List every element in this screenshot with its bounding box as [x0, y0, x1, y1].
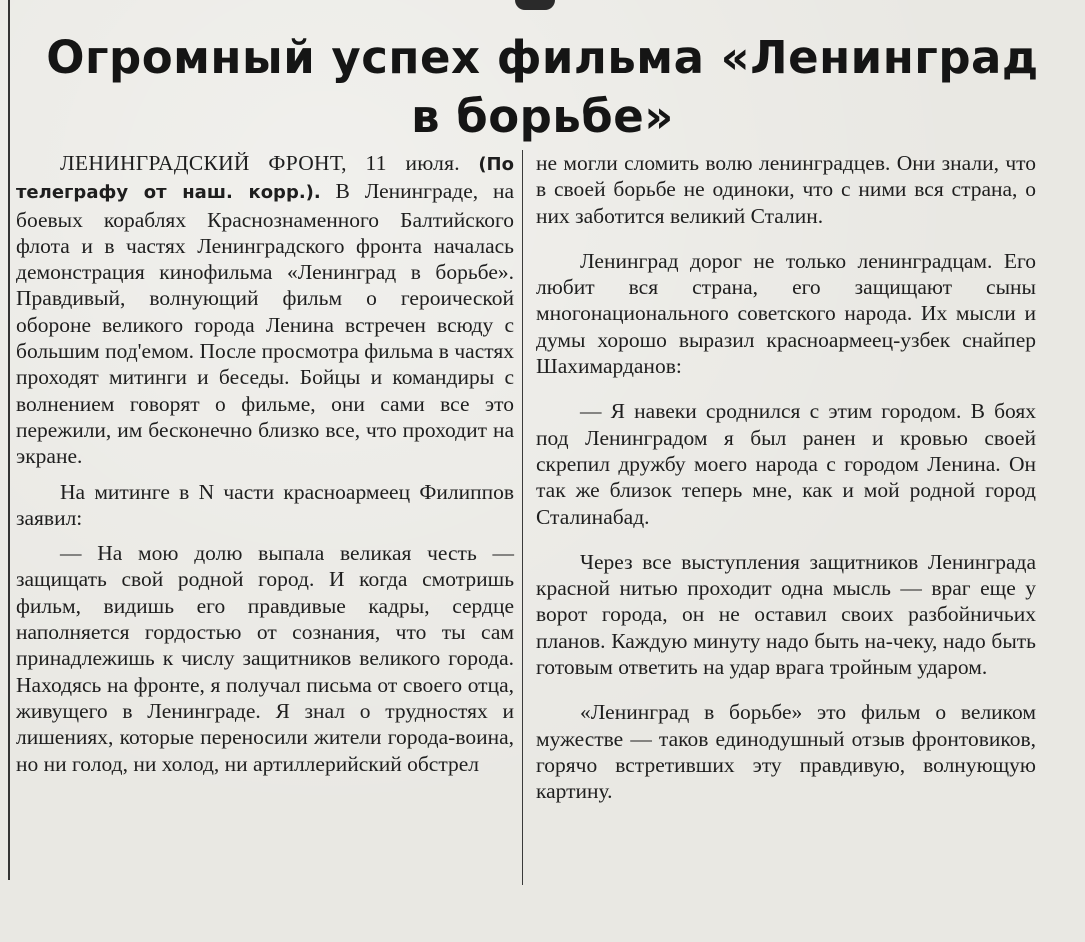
decorative-mark [515, 0, 555, 10]
column-divider [522, 150, 523, 885]
dateline: ЛЕНИНГРАДСКИЙ ФРОНТ, 11 июля. [60, 151, 460, 175]
article-paragraph: На митинге в N части красноармеец Филиппов заявил: [16, 479, 514, 530]
article-column-left [16, 150, 514, 777]
article-paragraph: — Я навеки сроднился с этим городом. В боях под Ленинградом я был ранен и кровью своей скрепил дружбу моего народа с городом Ленина. Он так же близок теперь мне, как и мой родной город Сталинабад. [536, 399, 1036, 529]
paragraph-text: В Ленинграде, на боевых кораблях Краснознаменного Балтийского флота и в частях Ленинградского фронта началась демонстрация кинофильма «Ленинград в борьбе». Правдивый, волнующий фильм о героической обороне великого города Ленина встречен всюду с большим под'емом. После просмотра фильма в частях проходят митинги и беседы. Бойцы и командиры с волнением говорят о фильме, они сами все это пережили, им бесконечно близко все, что проходит на экране. [16, 179, 515, 469]
article-column-right [536, 150, 1036, 805]
article-paragraph: Через все выступления защитников Ленинграда красной нитью проходит одна мысль — враг еще у ворот города, он не оставил своих разбойничьих планов. Каждую минуту надо быть на-чеку, надо быть готовым ответить на удар врага тройным ударом. [536, 549, 1036, 680]
article-paragraph [16, 150, 514, 470]
headline-line-2: в борьбе» [411, 90, 674, 143]
article-paragraph: не могли сломить волю ленинградцев. Они знали, что в своей борьбе не одиноки, что с ними вся страна, о них заботится великий Сталин. [536, 151, 1036, 228]
headline-line-1: Огромный успех фильма «Ленинград [46, 31, 1039, 84]
left-border-rule [8, 0, 10, 880]
article-paragraph: Ленинград дорог не только ленинградцам. Его любит вся страна, его защищают сыны многонационального советского народа. Их мысли и думы хорошо выразил красноармеец-узбек снайпер Шахимарданов: [536, 248, 1036, 379]
article-paragraph: «Ленинград в борьбе» это фильм о великом мужестве — таков единодушный отзыв фронтовиков, горячо встретивших эту правдивую, волнующую картину. [536, 700, 1036, 804]
article-paragraph: — На мою долю выпала великая честь — защищать свой родной город. И когда смотришь фильм, видишь его правдивые кадры, сердце наполняется гордостью от сознания, что ты сам принадлежишь к числу защитников великого города. Находясь на фронте, я получал письма от своего отца, живущего в Ленинграде. Я знал о трудностях и лишениях, которые переносили жители города-воина, но ни голод, ни холод, ни артиллерийский обстрел [16, 541, 514, 776]
headline [20, 28, 1065, 146]
byline: (По телеграфу от наш. корр.). [16, 154, 514, 204]
